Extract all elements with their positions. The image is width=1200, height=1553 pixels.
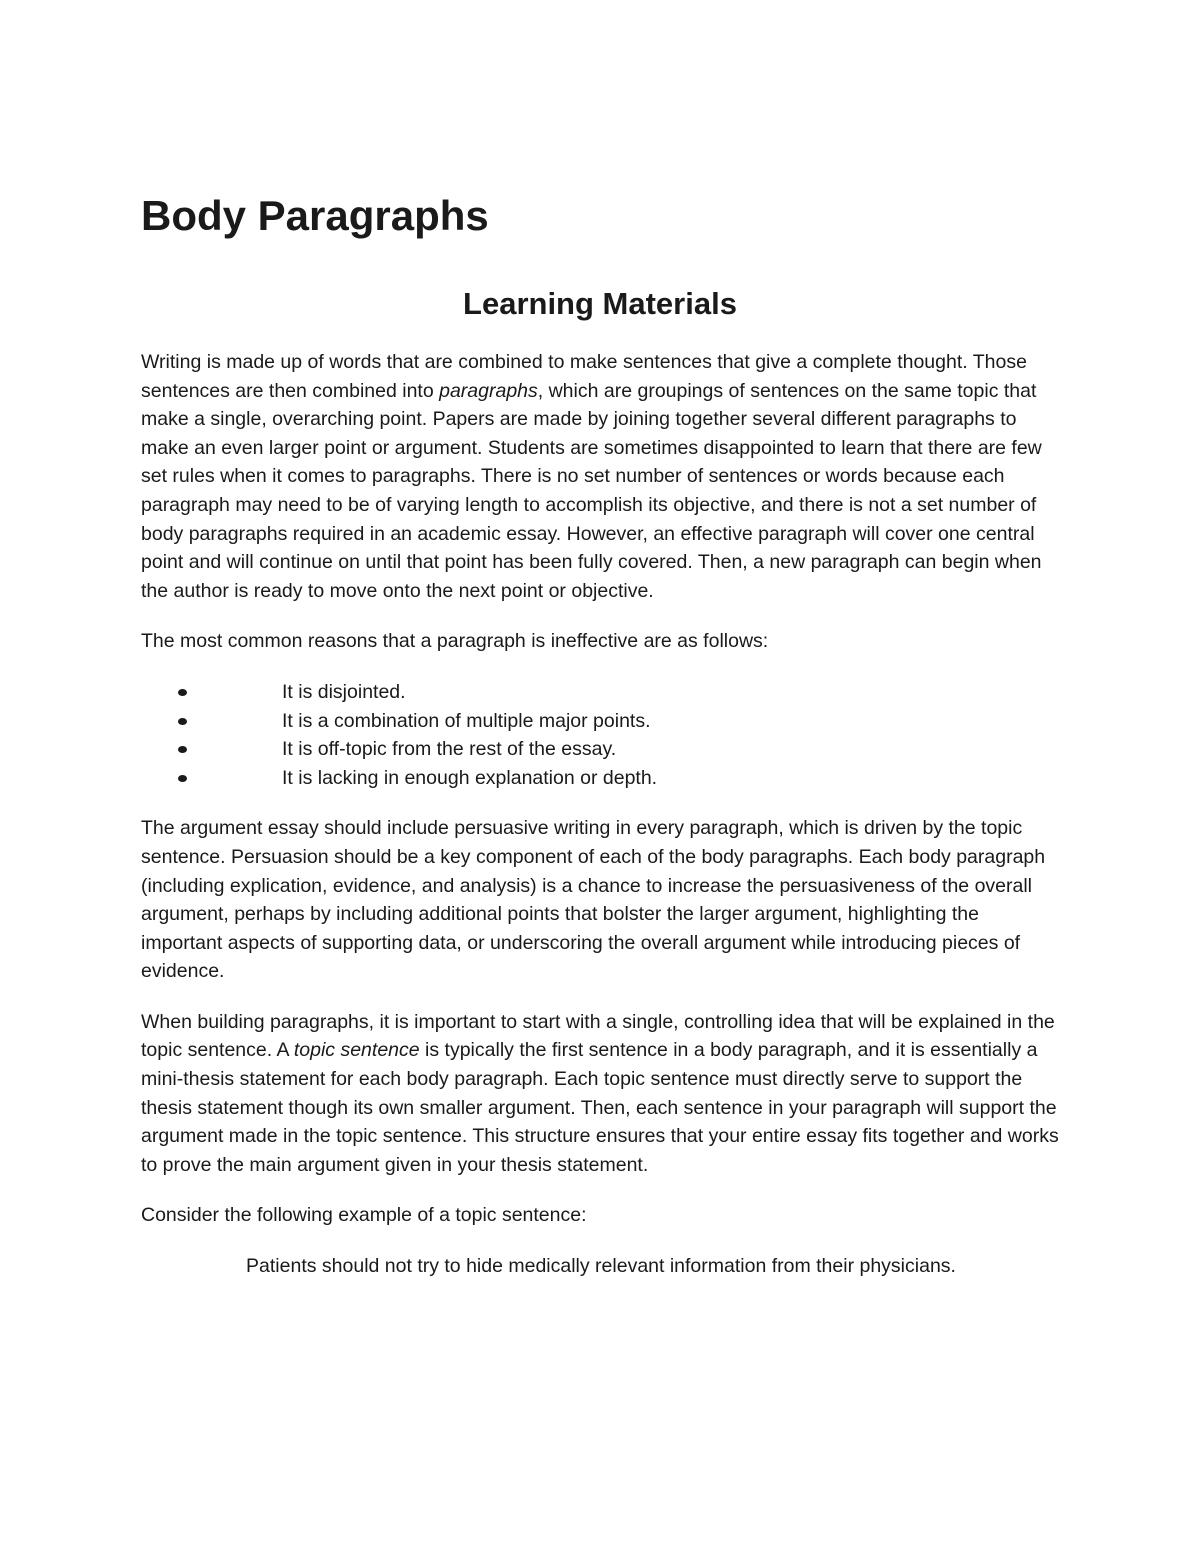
- example-sentence: Patients should not try to hide medically relevant information from their physicians.: [246, 1255, 956, 1278]
- bullet-icon: [178, 746, 187, 753]
- list-item: [141, 707, 1061, 736]
- list-intro: The most common reasons that a paragraph is ineffective are as follows:: [141, 630, 769, 653]
- topic-text-end: is typically the first sentence in a body paragraph, and it is essentially a mini-thesis statement for each body paragraph. Each topic sentence must directly serve to support the thesis statement though its own smaller argument. Then, each sentence in your paragraph will support the argument made in the topic sentence. This structure ensures that your entire essay fits together and works to prove the main argument given in your thesis statement.: [141, 1039, 1059, 1176]
- document-subtitle: Learning Materials: [463, 286, 737, 321]
- topic-sentence-term: topic sentence: [293, 1039, 420, 1062]
- reasons-list: [141, 678, 1061, 792]
- intro-text-end: , which are groupings of sentences on the same topic that make a single, overarching point. Papers are made by joining together several different paragraphs to make an even larger point or argument. Students are sometimes disappointed to learn that there are few set rules when it comes to paragraphs. There is no set number of sentences or words because each paragraph may need to be of varying length to accomplish its objective, and there is not a set number of body paragraphs required in an academic essay. However, an effective paragraph will cover one central point and will continue on until that point has been fully covered. Then, a new paragraph can begin when the author is ready to move onto the next point or objective.: [141, 379, 1042, 602]
- topic-sentence-paragraph: [141, 1008, 1061, 1180]
- document-body: [141, 348, 1061, 1303]
- paragraphs-term: paragraphs: [439, 379, 538, 402]
- bullet-icon: [178, 718, 187, 725]
- list-item: [141, 764, 1061, 793]
- bullet-icon: [178, 689, 187, 696]
- list-item-text: It is off-topic from the rest of the essay.: [282, 738, 617, 761]
- bullet-icon: [178, 775, 187, 782]
- intro-paragraph: [141, 348, 1061, 605]
- list-item-text: It is lacking in enough explanation or depth.: [282, 766, 658, 789]
- persuasion-paragraph: The argument essay should include persuasive writing in every paragraph, which is driven by the topic sentence. Persuasion should be a key component of each of the body paragraphs. Each body paragraph (including explication, evidence, and analysis) is a chance to increase the persuasiveness of the overall argument, perhaps by including additional points that bolster the larger argument, highlighting the important aspects of supporting data, or underscoring the overall argument while introducing pieces of evidence.: [141, 817, 1046, 983]
- topic-text-start: When building paragraphs, it is important to start with a single, controlling idea that will be explained in the topic sentence. A: [141, 1010, 1055, 1062]
- intro-text-start: Writing is made up of words that are combined to make sentences that give a complete thought. Those sentences are then combined into: [141, 351, 1027, 402]
- list-item-text: It is disjointed.: [282, 680, 406, 703]
- list-item: [141, 735, 1061, 764]
- list-item: [141, 678, 1061, 707]
- document-title: Body Paragraphs: [141, 192, 489, 239]
- list-item-text: It is a combination of multiple major points.: [282, 709, 651, 732]
- example-intro: Consider the following example of a topic sentence:: [141, 1204, 587, 1227]
